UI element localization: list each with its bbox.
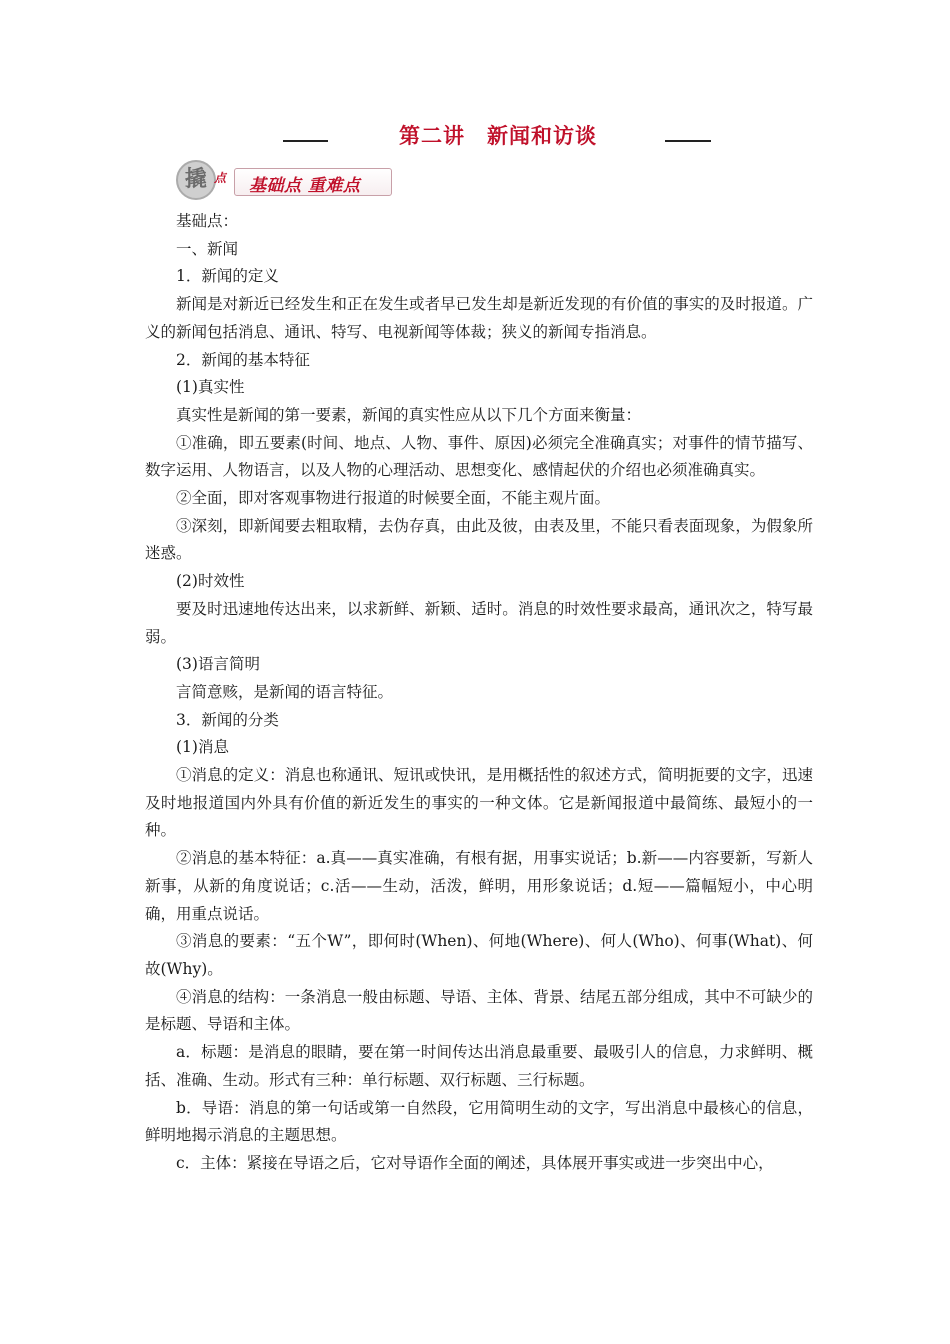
paragraph: 真实性是新闻的第一要素，新闻的真实性应从以下几个方面来衡量： (176, 405, 642, 424)
paragraph: ②消息的基本特征：a.真——真实准确，有根有据，用事实说话；b.新——内容要新，写新人新事，从新的角度说话；c.活——生动，活泼，鲜明，用形象说话；d.短——篇幅短小，中心明确，用重点说话。 (145, 849, 813, 923)
paragraph: 新闻是对新近已经发生和正在发生或者早已发生却是新近发现的有价值的事实的及时报道。广义的新闻包括消息、通讯、特写、电视新闻等体裁；狭义的新闻专指消息。 (145, 295, 813, 341)
paragraph: ②全面，即对客观事物进行报道的时候要全面，不能主观片面。 (176, 489, 611, 508)
page-title: 第二讲 新闻和访谈 (399, 124, 597, 148)
paragraph: b．导语：消息的第一句话或第一自然段，它用简明生动的文字，写出消息中最核心的信息，鲜明地揭示消息的主题思想。 (145, 1098, 813, 1145)
paragraph: ③消息的要素：“五个W”，即何时(When)、何地(Where)、何人(Who)、何事(What)、何故(Why)。 (145, 932, 813, 978)
banner-label: 基础点 重难点 (249, 176, 361, 196)
paragraph: 3．新闻的分类 (176, 710, 279, 729)
paragraph: (3)语言简明 (176, 655, 260, 674)
paragraph: (1)消息 (176, 738, 229, 757)
paragraph: 2．新闻的基本特征 (176, 350, 310, 369)
paragraph: 基础点： (176, 212, 239, 230)
paragraph: 要及时迅速地传达出来，以求新鲜、新颖、适时。消息的时效性要求最高，通讯次之，特写最弱。 (145, 599, 813, 646)
section-banner (174, 158, 394, 202)
banner-small-text: 点 (214, 171, 227, 185)
title-rule-left (283, 140, 328, 142)
title-rule-right (665, 140, 711, 142)
banner-badge-icon: 撬 (176, 160, 216, 200)
paragraph: ④消息的结构：一条消息一般由标题、导语、主体、背景、结尾五部分组成，其中不可缺少的是标题、导语和主体。 (145, 987, 813, 1034)
paragraph: 言简意赅，是新闻的语言特征。 (176, 682, 394, 701)
paragraph: (2)时效性 (176, 572, 245, 591)
paragraph: a．标题：是消息的眼睛，要在第一时间传达出消息最重要、最吸引人的信息，力求鲜明、概括、准确、生动。形式有三种：单行标题、双行标题、三行标题。 (145, 1043, 813, 1089)
paragraph: ①消息的定义：消息也称通讯、短讯或快讯，是用概括性的叙述方式，简明扼要的文字，迅速及时地报道国内外具有价值的新近发生的事实的一种文体。它是新闻报道中最简练、最短小的一种。 (145, 766, 813, 840)
paragraph: 1．新闻的定义 (176, 267, 279, 286)
title-row (0, 120, 950, 154)
paragraph: ①准确，即五要素(时间、地点、人物、事件、原因)必须完全准确真实；对事件的情节描写、数字运用、人物语言，以及人物的心理活动、思想变化、感情起伏的介绍也必须准确真实。 (145, 433, 813, 480)
banner-label-box (234, 168, 392, 196)
paragraph: (1)真实性 (176, 378, 245, 397)
paragraph: 一、新闻 (176, 239, 239, 258)
paragraph: c．主体：紧接在导语之后，它对导语作全面的阐述，具体展开事实或进一步突出中心， (176, 1153, 774, 1172)
document-body (145, 208, 813, 1178)
paragraph: ③深刻，即新闻要去粗取精，去伪存真，由此及彼，由表及里，不能只看表面现象，为假象所迷惑。 (145, 516, 813, 563)
